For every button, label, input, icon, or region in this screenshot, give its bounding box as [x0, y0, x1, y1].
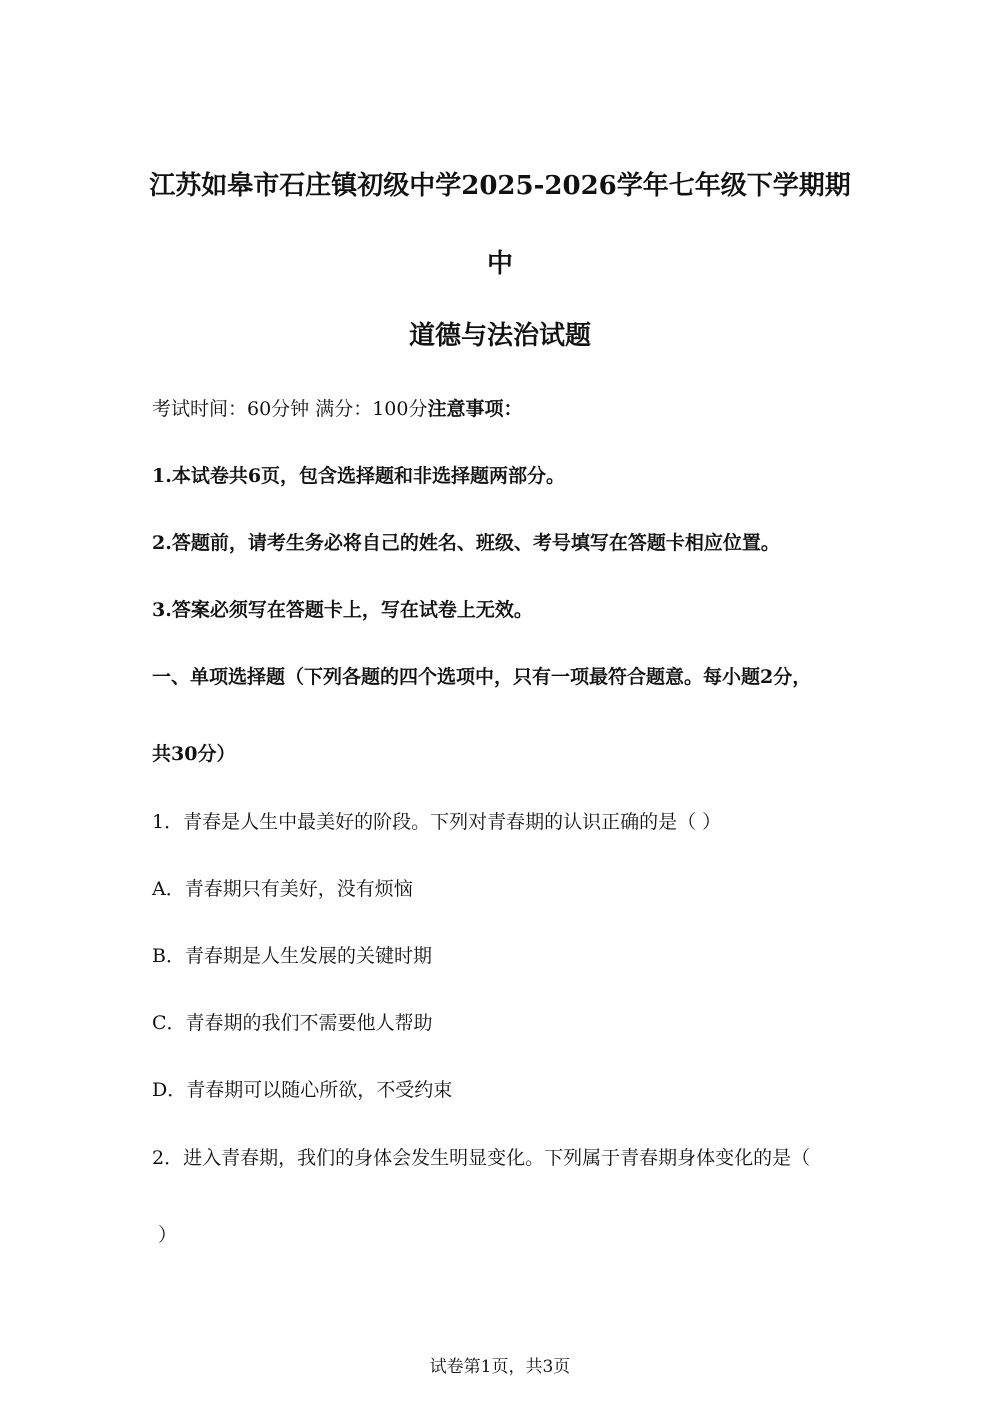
- notice-heading: 注意事项：: [427, 398, 523, 420]
- notice-item-3: 3.答案必须写在答题卡上，写在试卷上无效。: [152, 599, 533, 621]
- section-heading-line-1: 一、单项选择题（下列各题的四个选项中，只有一项最符合题意。每小题2分，: [152, 666, 812, 688]
- question-1-stem: 1．青春是人生中最美好的阶段。下列对青春期的认识正确的是（ ）: [152, 811, 722, 833]
- exam-time-and-score: 考试时间：60分钟 满分：100分: [152, 398, 428, 420]
- section-heading-line-2: 共30分）: [152, 743, 236, 765]
- exam-title-line-2: 中: [486, 249, 513, 279]
- notice-item-1: 1.本试卷共6页，包含选择题和非选择题两部分。: [152, 465, 566, 487]
- question-1-option-c: C．青春期的我们不需要他人帮助: [152, 1012, 433, 1034]
- question-1-option-b: B．青春期是人生发展的关键时期: [152, 945, 432, 967]
- question-2-stem-line-1: 2．进入青春期，我们的身体会发生明显变化。下列属于青春期身体变化的是（: [152, 1147, 811, 1169]
- notice-item-2: 2.答题前，请考生务必将自己的姓名、班级、考号填写在答题卡相应位置。: [152, 532, 780, 554]
- exam-info-line: [152, 396, 523, 422]
- page-footer: 试卷第1页，共3页: [429, 1357, 571, 1377]
- question-1-option-d: D．青春期可以随心所欲，不受约束: [152, 1079, 453, 1101]
- exam-subject-title: 道德与法治试题: [408, 321, 591, 351]
- exam-title-line-1: 江苏如皋市石庄镇初级中学2025-2026学年七年级下学期期: [149, 171, 851, 201]
- question-2-stem-line-2: ）: [158, 1224, 178, 1246]
- question-1-option-a: A．青春期只有美好，没有烦恼: [152, 878, 413, 900]
